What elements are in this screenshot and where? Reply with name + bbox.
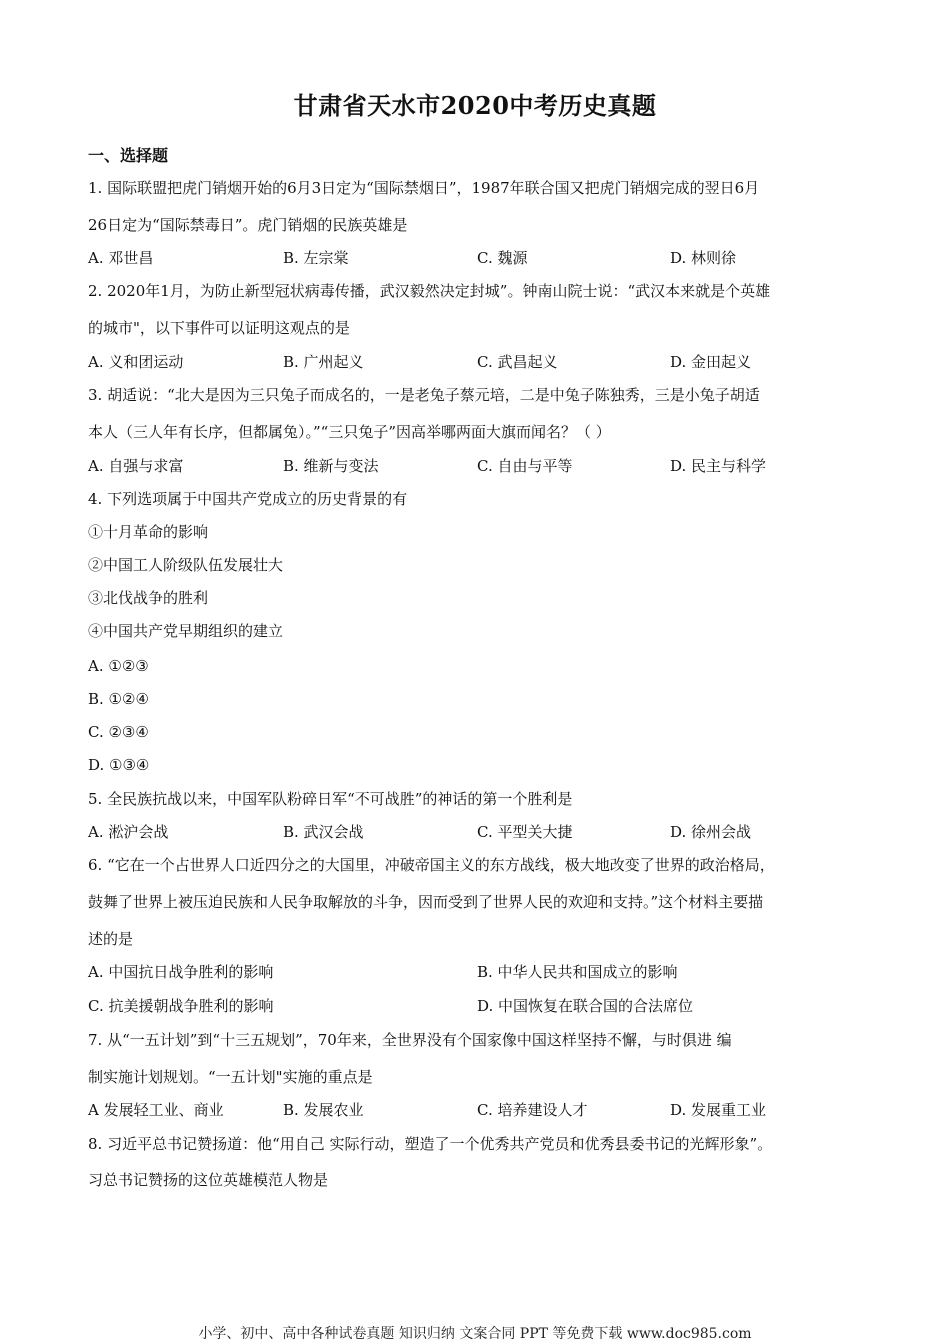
q4-option-a: A. ①②③	[88, 657, 149, 675]
q1-line1: 1. 国际联盟把虎门销烟开始的6月3日定为“国际禁烟日”，1987年联合国又把虎门销烟完成的翌日6月	[88, 179, 760, 197]
q1-option-a: A. 邓世昌	[88, 249, 154, 267]
q5-option-a: A. 淞沪会战	[88, 823, 169, 841]
q4-item-3: ③北伐战争的胜利	[88, 589, 209, 607]
q1-line2: 26日定为“国际禁毒日”。虎门销烟的民族英雄是	[88, 216, 408, 234]
q7-line1: 7. 从“一五计划”到“十三五规划”，70年来，全世界没有个国家像中国这样坚持不懈，与时俱进 编	[88, 1031, 732, 1049]
q1-option-c: C. 魏源	[477, 249, 528, 267]
q4-option-b: B. ①②④	[88, 690, 149, 708]
q5-option-b: B. 武汉会战	[283, 823, 364, 841]
q3-option-a: A. 自强与求富	[88, 457, 184, 475]
page-title: 甘肃省天水市2020中考历史真题	[293, 91, 657, 120]
q6-option-c: C. 抗美援朝战争胜利的影响	[88, 997, 274, 1015]
section-heading: 一、选择题	[88, 146, 169, 165]
q7-option-a: A 发展轻工业、商业	[88, 1101, 224, 1119]
q2-option-b: B. 广州起义	[283, 353, 364, 371]
q6-line3: 述的是	[88, 930, 134, 948]
q5-line1: 5. 全民族抗战以来，中国军队粉碎日军“不可战胜”的神话的第一个胜利是	[88, 790, 573, 808]
q7-option-d: D. 发展重工业	[670, 1101, 767, 1119]
q8-line2: 习总书记赞扬的这位英雄模范人物是	[88, 1171, 329, 1189]
q2-option-a: A. 义和团运动	[88, 353, 184, 371]
q7-line2: 制实施计划规划。“一五计划"实施的重点是	[88, 1068, 373, 1086]
q2-line2: 的城市"，以下事件可以证明这观点的是	[88, 319, 350, 337]
q4-item-4: ④中国共产党早期组织的建立	[88, 622, 284, 640]
q6-line2: 鼓舞了世界上被压迫民族和人民争取解放的斗争，因而受到了世界人民的欢迎和支持。”这个材料主要描	[88, 893, 764, 911]
q3-option-b: B. 维新与变法	[283, 457, 379, 475]
q4-item-2: ②中国工人阶级队伍发展壮大	[88, 556, 284, 574]
q6-line1: 6. “它在一个占世界人口近四分之的大国里，冲破帝国主义的东方战线，极大地改变了世界的政治格局，	[88, 856, 775, 874]
q3-option-c: C. 自由与平等	[477, 457, 573, 475]
q4-option-d: D. ①③④	[88, 756, 150, 774]
q3-line1: 3. 胡适说：“北大是因为三只兔子而成名的，一是老兔子蔡元培，二是中兔子陈独秀，三是小兔子胡适	[88, 386, 760, 404]
q5-option-d: D. 徐州会战	[670, 823, 752, 841]
q2-option-d: D. 金田起义	[670, 353, 752, 371]
q6-option-d: D. 中国恢复在联合国的合法席位	[477, 997, 694, 1015]
q2-option-c: C. 武昌起义	[477, 353, 558, 371]
q1-option-d: D. 林则徐	[670, 249, 737, 267]
q6-option-b: B. 中华人民共和国成立的影响	[477, 963, 678, 981]
q1-option-b: B. 左宗棠	[283, 249, 349, 267]
q4-item-1: ①十月革命的影响	[88, 523, 209, 541]
q3-line2: 本人（三人年有长序，但都属兔）。”“三只兔子”因高举哪两面大旗而闻名？（ ）	[88, 423, 611, 441]
q3-option-d: D. 民主与科学	[670, 457, 767, 475]
q5-option-c: C. 平型关大捷	[477, 823, 573, 841]
q7-option-c: C. 培养建设人才	[477, 1101, 588, 1119]
q8-line1: 8. 习近平总书记赞扬道：他“用自己 实际行动，塑造了一个优秀共产党员和优秀县委书记的光辉形象”。	[88, 1135, 773, 1153]
footer-link-text[interactable]: 小学、初中、高中各种试卷真题 知识归纳 文案合同 PPT 等免费下载 www.doc985.com	[198, 1326, 752, 1342]
q2-line1: 2. 2020年1月，为防止新型冠状病毒传播，武汉毅然决定封城”。钟南山院士说：“武汉本来就是个英雄	[88, 282, 771, 300]
q4-option-c: C. ②③④	[88, 723, 149, 741]
q6-option-a: A. 中国抗日战争胜利的影响	[88, 963, 274, 981]
q4-line1: 4. 下列选项属于中国共产党成立的历史背景的有	[88, 490, 408, 508]
q7-option-b: B. 发展农业	[283, 1101, 364, 1119]
